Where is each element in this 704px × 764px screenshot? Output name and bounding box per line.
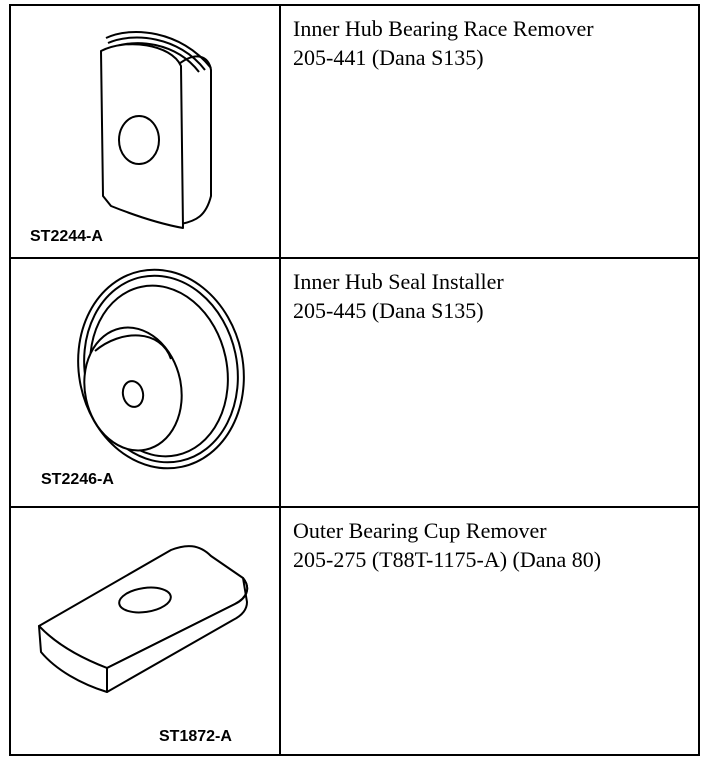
tool-description	[283, 6, 698, 257]
tool-illustration-cell	[11, 259, 281, 506]
tool-part-number: 205-275 (T88T-1175-A) (Dana 80)	[293, 547, 602, 572]
tool-part-number: 205-441 (Dana S135)	[293, 45, 484, 70]
illustration-code: ST1872-A	[159, 728, 232, 745]
illustration-code: ST2244-A	[30, 228, 103, 245]
special-tools-table	[9, 4, 700, 756]
tool-description	[283, 508, 698, 754]
tool-part-number: 205-445 (Dana S135)	[293, 298, 484, 323]
tool-illustration-cell	[11, 508, 281, 754]
seal-installer-illustration	[11, 259, 279, 506]
tool-name: Inner Hub Bearing Race Remover	[293, 16, 594, 41]
tool-name: Inner Hub Seal Installer	[293, 269, 504, 294]
illustration-code: ST2246-A	[41, 471, 114, 488]
race-remover-illustration	[11, 6, 279, 257]
table-row	[11, 508, 698, 754]
tool-description	[283, 259, 698, 506]
table-row	[11, 6, 698, 259]
table-row	[11, 259, 698, 508]
cup-remover-illustration	[11, 508, 279, 752]
tool-illustration-cell	[11, 6, 281, 257]
tool-name: Outer Bearing Cup Remover	[293, 518, 547, 543]
